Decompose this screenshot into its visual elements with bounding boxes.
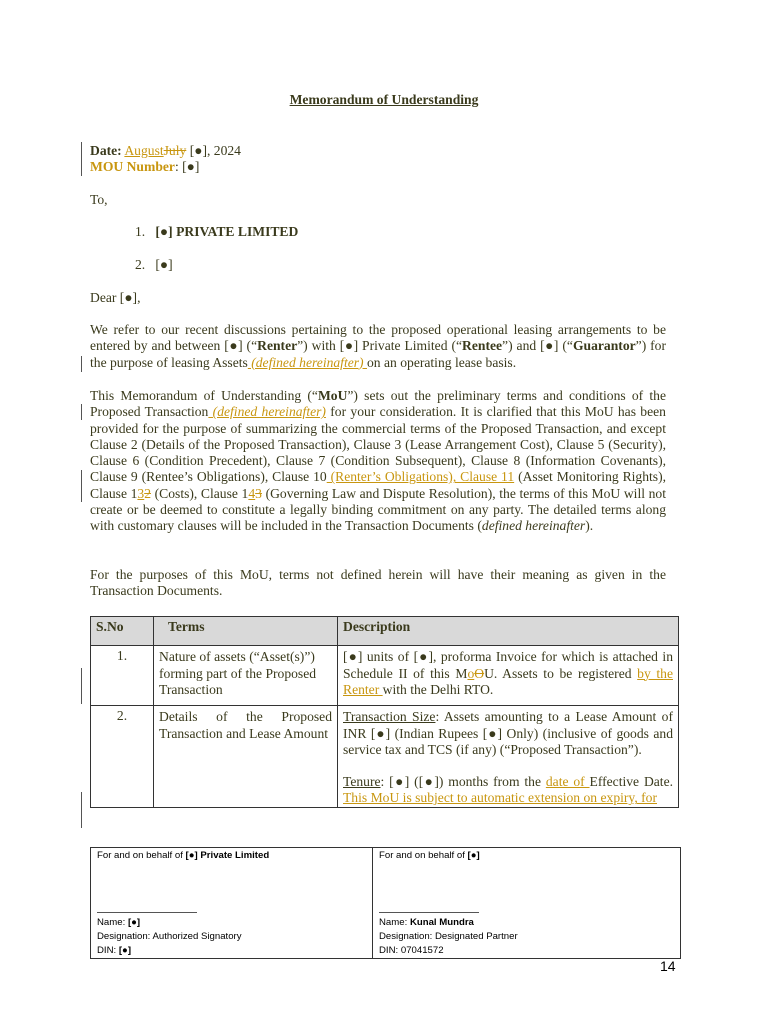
deleted-text: O (474, 665, 485, 681)
behalf-line (97, 850, 269, 861)
text-run: Effective Date. (589, 774, 674, 790)
defined-term: Renter (257, 338, 298, 354)
designation-line: Designation: Authorized Signatory (97, 931, 242, 942)
table-header-row (91, 617, 679, 646)
text-run: Name: (97, 917, 128, 928)
signature-right (373, 848, 680, 958)
text-run: Name: (379, 917, 410, 928)
text-run: for your consideration. It is clarified that this MoU has been provided for the purpose of summarizing the commercial terms of the Proposed Transaction, and except Clause 2 (Details of the Proposed Transaction), Clause 3 (Lease Arrangement Cost), Clause 5 (Security), Clause 6 (Condition Precedent), Clause 7 (Condition Subsequent), Clause 8 (Information Covenants), Clause 9 (Rentee’s Obligations), Clause 10 (90, 404, 666, 485)
terms-table (90, 616, 679, 808)
addressee-name: [●] PRIVATE LIMITED (155, 224, 299, 239)
defined-term: Guarantor (572, 338, 636, 354)
column-header: Terms (154, 617, 338, 646)
behalf-line (379, 850, 480, 861)
text-run: : [●] ([●]) months from the (380, 774, 546, 790)
text-run: with the Delhi RTO. (382, 681, 494, 697)
text-run: ”) with [●] Private Limited (“ (297, 338, 463, 354)
text-run: This Memorandum of Understanding (“ (90, 388, 318, 403)
underlined-label: Transaction Size (343, 709, 436, 725)
row-number: 2. (91, 706, 154, 807)
page-number: 14 (660, 958, 676, 974)
addressee-2 (135, 257, 173, 273)
text-run: DIN: (97, 945, 119, 956)
company-name: [●] (467, 850, 480, 861)
mou-number-line (90, 159, 199, 175)
inserted-text: (Renter’s Obligations), Clause 11 (326, 469, 515, 485)
list-number: 2. (135, 257, 146, 272)
din-line (97, 945, 131, 956)
text-run: ). (585, 518, 594, 534)
deleted-text: 3 (255, 485, 262, 501)
inserted-text: This MoU is subject to automatic extension on expiry, for (343, 790, 657, 806)
text-run: U. Assets to be registered (484, 665, 638, 681)
row-term: Details of the Proposed Transaction and Lease Amount (154, 706, 338, 807)
date-line (90, 143, 241, 159)
row-description (338, 706, 679, 807)
change-bar (81, 792, 82, 828)
name-line (97, 917, 140, 928)
text-run: We refer to our recent discussions pertaining to the proposed operational leasing arrangements to be entered by and between [●] (“ (90, 322, 666, 354)
change-bar (81, 404, 82, 420)
text-run: (Asset Monitoring Rights), Clause 1 (90, 469, 667, 501)
row-number: 1. (91, 646, 154, 706)
signature-block (90, 847, 681, 959)
text-run: ”) and [●] (“ (502, 338, 573, 354)
text-run: : Assets amounting to a Lease Amount of INR [●] (Indian Rupees [●] Only) (inclusive of goods and service tax and TCS (if any) (“Proposed Transaction”). (343, 709, 673, 757)
text-run: (Costs), Clause 1 (151, 485, 249, 501)
text-run: (Governing Law and Dispute Resolution), the terms of this MoU will not create or be deemed to constitute a legally binding commitment on any party. The detailed terms along with customary clauses will be included in the Transaction Documents ( (90, 485, 666, 534)
row-description (338, 646, 679, 706)
change-bar (81, 142, 82, 176)
text-run: [●] units of [●], proforma Invoice for which is attached in Schedule II of this M (343, 649, 673, 681)
inserted-text: date of (545, 774, 590, 790)
paragraph-definitions: For the purposes of this MoU, terms not defined herein will have their meaning as given in the Transaction Documents. (90, 567, 666, 599)
transaction-size (343, 709, 673, 758)
salutation: Dear [●], (90, 290, 141, 305)
row-term: Nature of assets (“Asset(s)”) forming part of the Proposed Transaction (154, 646, 338, 706)
text-run: ”) sets out the preliminary terms and conditions of the Proposed Transaction (90, 388, 666, 420)
table-row (91, 646, 679, 706)
signature-line (97, 912, 197, 913)
change-bar (81, 668, 82, 704)
text-run: For and on behalf of (379, 850, 468, 861)
paragraph-intro (90, 322, 666, 371)
signatory-name: [●] (127, 917, 141, 928)
text-run: ”) for the purpose of leasing Assets (90, 338, 667, 370)
inserted-text: (defined hereinafter) (208, 404, 326, 420)
to-line: To, (90, 192, 108, 207)
inserted-text: 3 (137, 485, 145, 501)
deleted-text: 2 (144, 485, 152, 501)
addressee-1 (135, 224, 298, 240)
underlined-label: Tenure (343, 774, 381, 790)
name-line (379, 917, 474, 928)
date-value: [●], 2024 (186, 143, 241, 158)
column-header: S.No (91, 617, 154, 646)
inserted-text: August (124, 143, 164, 158)
din-line: DIN: 07041572 (379, 945, 444, 956)
signature-line (379, 912, 479, 913)
inserted-text: 4 (248, 485, 256, 501)
addressee-name: [●] (155, 257, 173, 272)
mou-number-value: : [●] (174, 159, 200, 174)
company-name: [●] Private Limited (185, 850, 270, 861)
text-run: For and on behalf of (97, 850, 186, 861)
list-number: 1. (135, 224, 146, 239)
inserted-text: by the Renter (343, 665, 673, 697)
signature-left (91, 848, 373, 958)
page-title: Memorandum of Understanding (289, 92, 479, 107)
column-header: Description (338, 617, 679, 646)
tenure (343, 774, 673, 807)
inserted-text: (defined hereinafter) (247, 354, 367, 370)
signatory-name: Kunal Mundra (409, 917, 474, 928)
inserted-text: o (467, 665, 475, 681)
din-value: [●] (118, 945, 132, 956)
date-label: Date: (90, 143, 122, 158)
paragraph-scope (90, 388, 666, 535)
defined-term: Rentee (462, 338, 503, 354)
change-bar (81, 356, 82, 372)
mou-number-label: MOU Number (90, 159, 175, 174)
table-row (91, 706, 679, 807)
italic-text: defined hereinafter (481, 518, 586, 534)
designation-line: Designation: Designated Partner (379, 931, 518, 942)
change-bar (81, 470, 82, 502)
defined-term: MoU (317, 388, 348, 403)
text-run: on an operating lease basis. (367, 354, 517, 370)
deleted-text: July (163, 143, 187, 158)
